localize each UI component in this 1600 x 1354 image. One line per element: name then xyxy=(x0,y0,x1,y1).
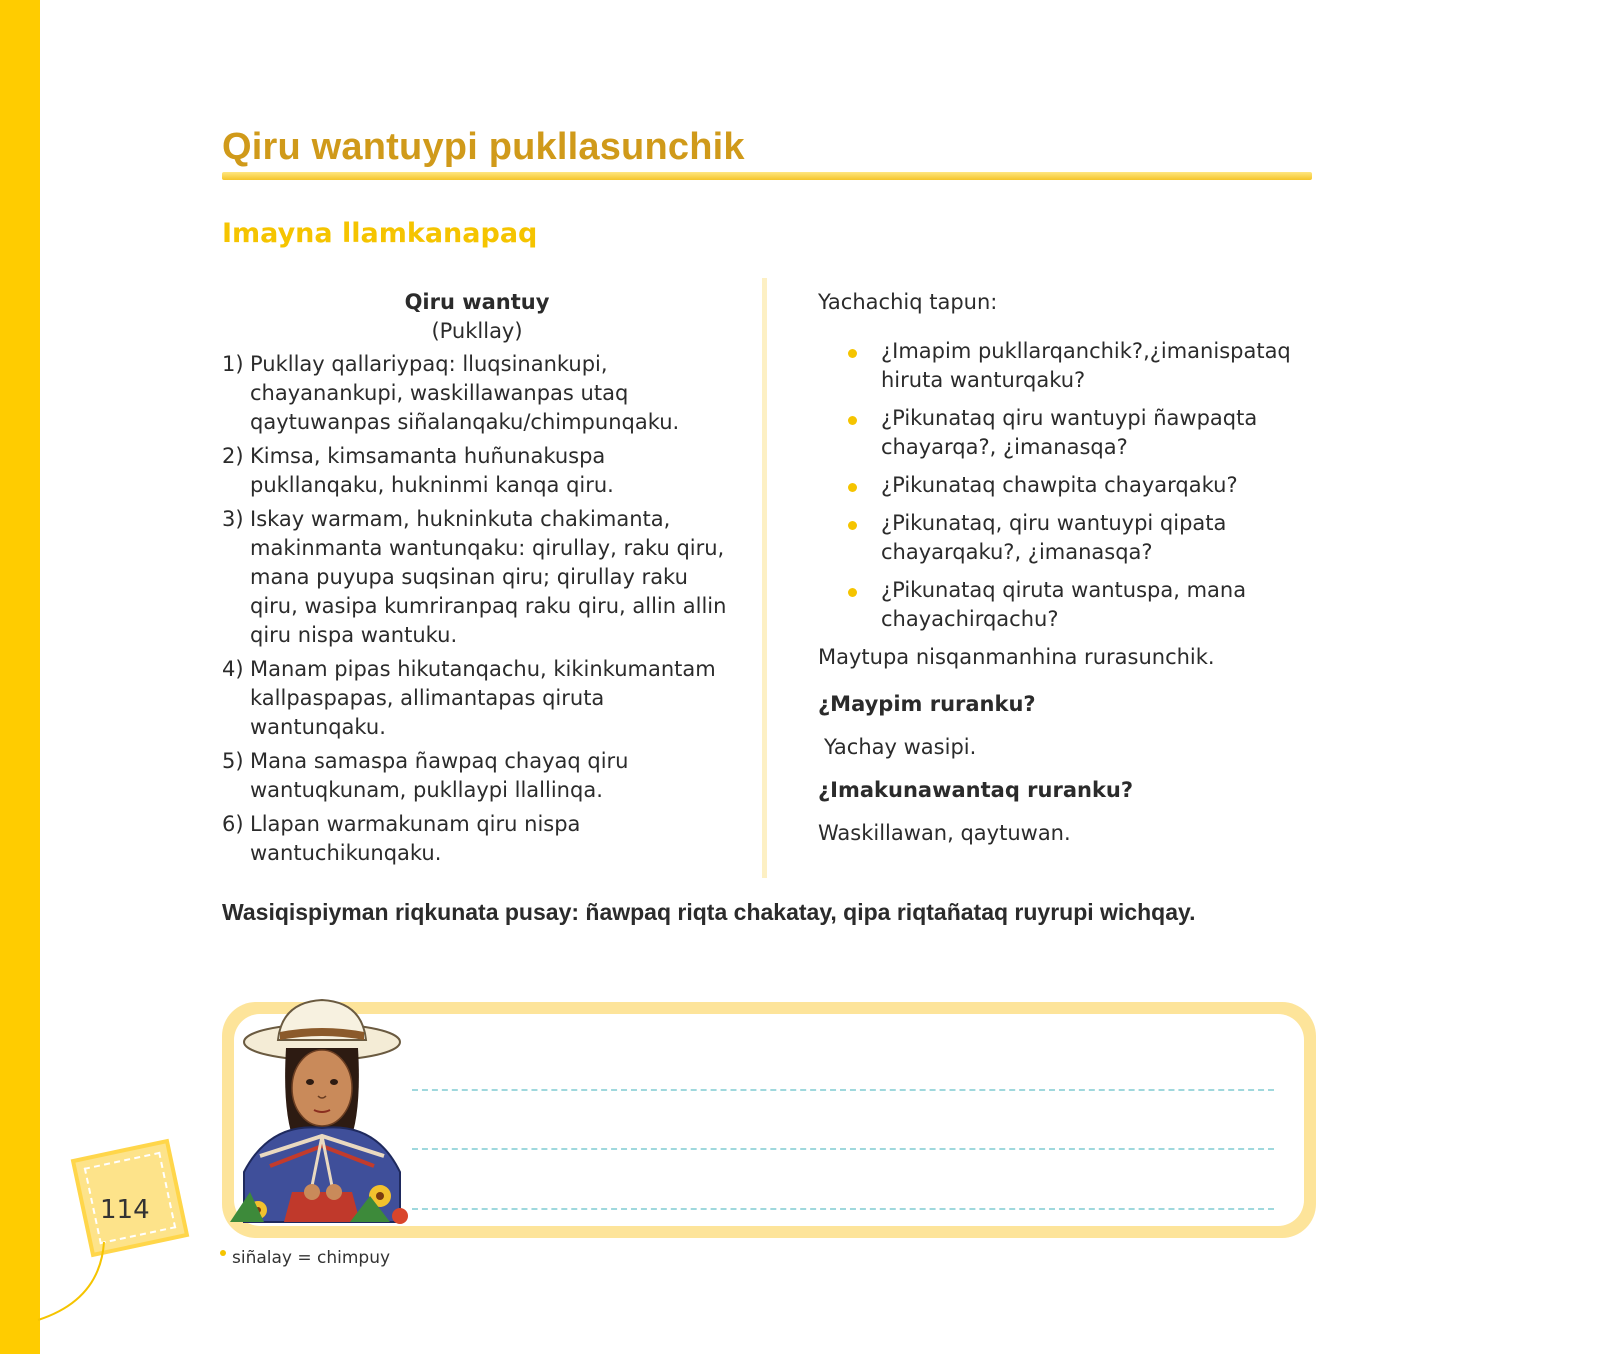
what-question: ¿Imakunawantaq ruranku? xyxy=(818,778,1134,802)
section-subtitle: Imayna llamkanapaq xyxy=(222,218,538,249)
rule-item xyxy=(222,505,732,650)
question-item xyxy=(848,576,1318,634)
rule-text: Kimsa, kimsamanta huñunakuspa pukllanqaku, hukninmi kanqa qiru. xyxy=(250,444,614,497)
rule-text: Manam pipas hikutanqachu, kikinkumantam kallpaspapas, allimantapas qiruta wantunqaku. xyxy=(250,657,716,739)
rule-number: 2) xyxy=(222,444,244,468)
rules-list xyxy=(222,350,732,868)
rule-text: Iskay warmam, hukninkuta chakimanta, makinmanta wantunqaku: qirullay, raku qiru, mana puyupa suqsinan qiru; qirullay raku qiru, wasipa kumriranpaq raku qiru, allin allin qiru nispa wantuku. xyxy=(250,507,727,647)
rule-number: 3) xyxy=(222,507,244,531)
writing-line[interactable] xyxy=(412,1089,1274,1091)
title-underline xyxy=(222,172,1312,180)
bullet-icon xyxy=(220,1250,226,1256)
page-number: 114 xyxy=(100,1195,150,1225)
rule-number: 4) xyxy=(222,657,244,681)
question-text: ¿Pikunataq, qiru wantuypi qipata chayarqaku?, ¿imanasqa? xyxy=(881,511,1227,564)
bullet-icon xyxy=(848,588,857,597)
bullet-icon xyxy=(848,483,857,492)
bullet-icon xyxy=(848,521,857,530)
question-text: ¿Imapim pukllarqanchik?,¿imanispataq hiruta wanturqaku? xyxy=(881,339,1291,392)
rule-text: Llapan warmakunam qiru nispa wantuchikunqaku. xyxy=(250,812,581,865)
rule-item xyxy=(222,442,732,500)
page-title: Qiru wantuypi pukllasunchik xyxy=(222,126,745,168)
andean-girl-illustration xyxy=(230,996,416,1226)
footnote xyxy=(220,1248,390,1268)
rule-item xyxy=(222,747,732,805)
rule-text: Pukllay qallariypaq: lluqsinankupi, chayanankupi, waskillawanpas utaq qaytuwanpas siñalanqaku/chimpunqaku. xyxy=(250,352,680,434)
question-text: ¿Pikunataq chawpita chayarqaku? xyxy=(881,473,1238,497)
teacher-intro: Yachachiq tapun: xyxy=(818,290,998,314)
game-title: Qiru wantuy xyxy=(404,290,550,314)
rule-item xyxy=(222,350,732,437)
rule-text: Mana samaspa ñawpaq chayaq qiru wantuqkunam, pukllaypi llallinqa. xyxy=(250,749,629,802)
question-item xyxy=(848,471,1318,500)
where-question: ¿Maypim ruranku? xyxy=(818,692,1036,716)
rule-number: 5) xyxy=(222,749,244,773)
writing-line[interactable] xyxy=(412,1208,1274,1210)
question-text: ¿Pikunataq qiruta wantuspa, mana chayachirqachu? xyxy=(881,578,1247,631)
question-text: ¿Pikunataq qiru wantuypi ñawpaqta chayarqa?, ¿imanasqa? xyxy=(881,406,1258,459)
game-rules-column xyxy=(222,288,732,873)
question-item xyxy=(848,404,1318,462)
what-answer: Waskillawan, qaytuwan. xyxy=(818,821,1071,845)
writing-line[interactable] xyxy=(412,1148,1274,1150)
rule-number: 6) xyxy=(222,812,244,836)
kite-string xyxy=(30,1240,120,1354)
rule-item xyxy=(222,810,732,868)
questions-column xyxy=(818,288,1318,862)
question-item xyxy=(848,509,1318,567)
questions-list xyxy=(818,337,1318,634)
game-subtitle: (Pukllay) xyxy=(431,319,523,343)
writing-instruction: Wasiqispiyman riqkunata pusay: ñawpaq riqta chakatay, qipa riqtañataq ruyrupi wichqay. xyxy=(222,899,1196,925)
bullet-icon xyxy=(848,416,857,425)
rule-item xyxy=(222,655,732,742)
where-answer: Yachay wasipi. xyxy=(824,735,977,759)
side-color-bar xyxy=(0,0,40,1354)
rule-number: 1) xyxy=(222,352,244,376)
follow-up-text: Maytupa nisqanmanhina rurasunchik. xyxy=(818,645,1215,669)
bullet-icon xyxy=(848,349,857,358)
footnote-text: siñalay = chimpuy xyxy=(232,1248,391,1268)
question-item xyxy=(848,337,1318,395)
column-divider xyxy=(762,278,767,878)
